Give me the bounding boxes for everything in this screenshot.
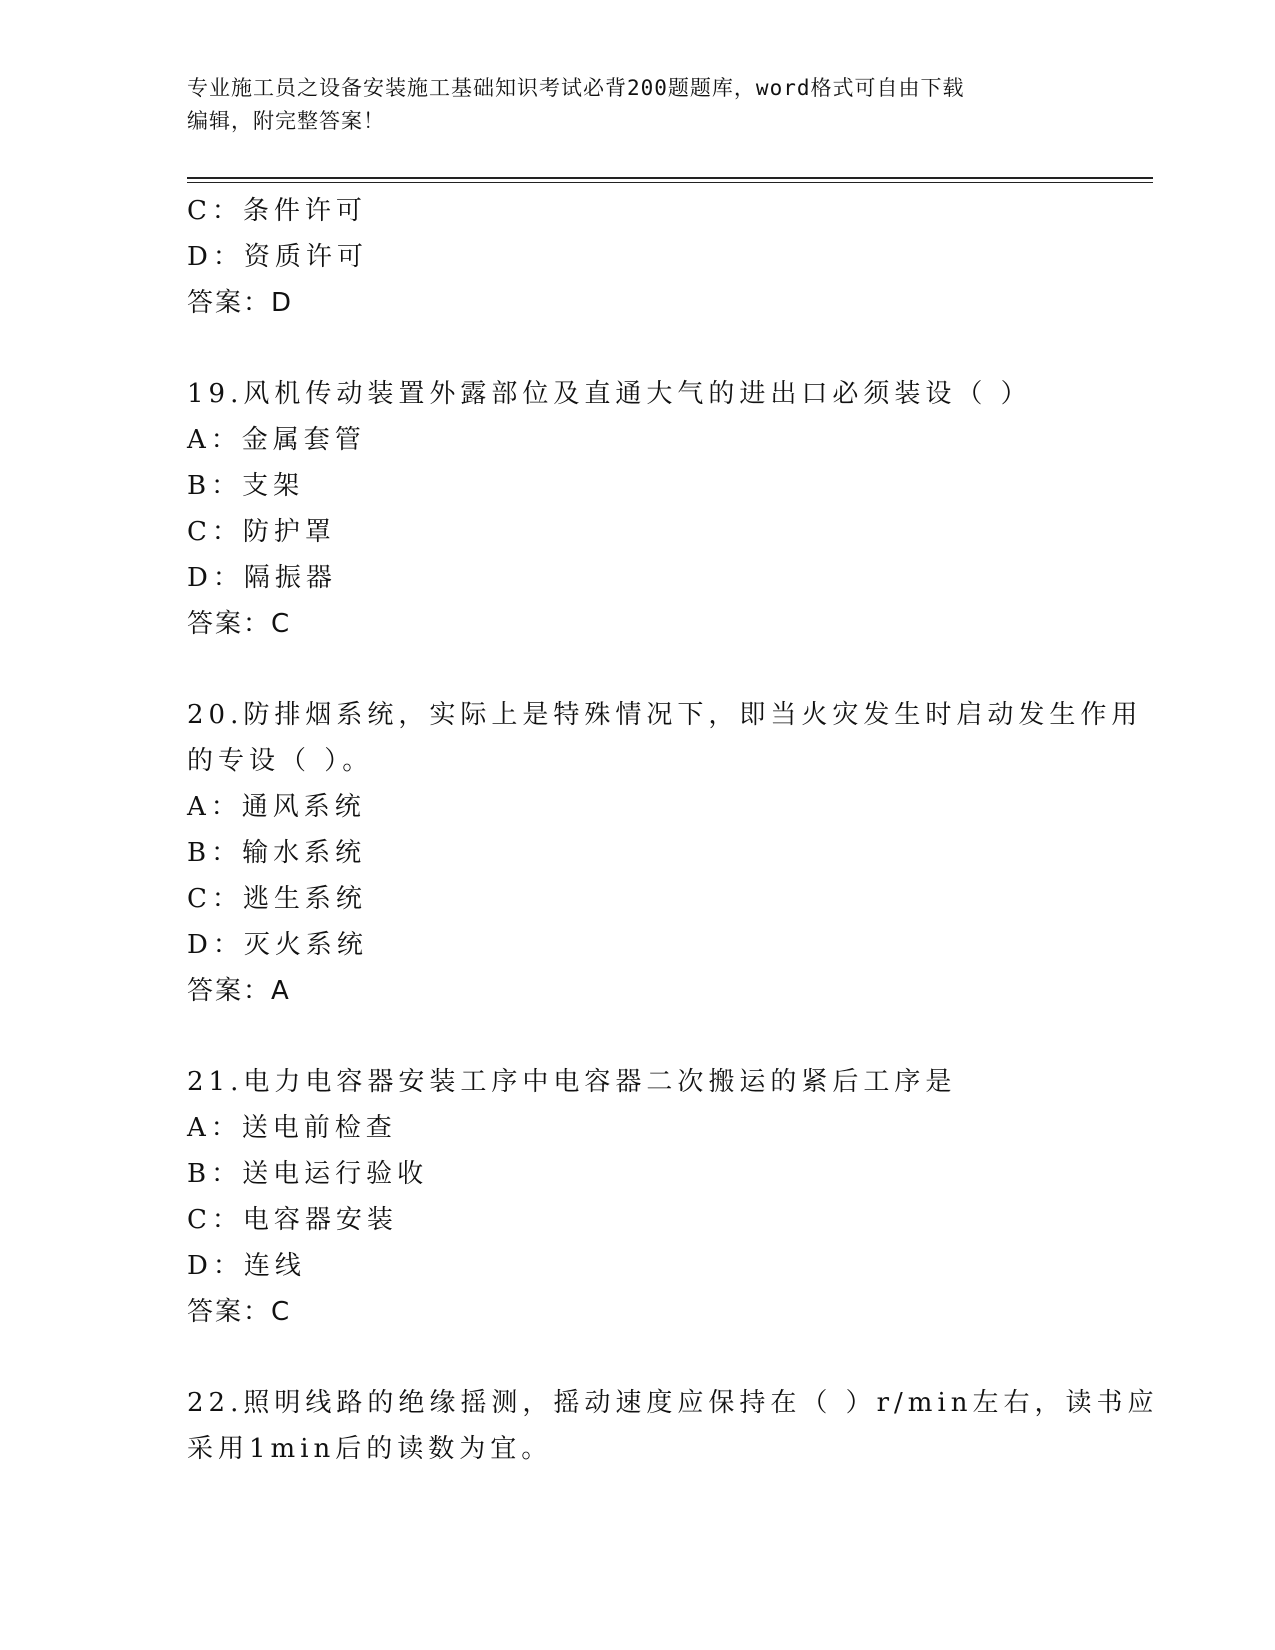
header-line-1: 专业施工员之设备安装施工基础知识考试必背200题题库，word格式可自由下载 xyxy=(187,76,965,100)
header-divider-thick xyxy=(187,177,1153,179)
continued-question xyxy=(187,188,1087,326)
option-c: C：防护罩 xyxy=(187,517,336,547)
header-divider-thin xyxy=(187,182,1153,183)
question-stem: 19.风机传动装置外露部位及直通大气的进出口必须装设（ ） xyxy=(187,379,1032,409)
option-b: B：送电运行验收 xyxy=(187,1159,429,1189)
document-header xyxy=(187,72,1087,138)
question-20 xyxy=(187,692,1143,1014)
answer-line: 答案：C xyxy=(187,609,292,639)
question-stem-line-1: 22.照明线路的绝缘摇测，摇动速度应保持在（ ）r/min左右，读书应 xyxy=(187,1388,1159,1418)
spacer xyxy=(187,326,1087,371)
option-d: D：资质许可 xyxy=(187,242,368,272)
option-a: A：送电前检查 xyxy=(187,1113,397,1143)
question-list xyxy=(187,188,1159,1472)
question-21 xyxy=(187,1059,1087,1335)
question-stem-line-2: 采用1min后的读数为宜。 xyxy=(187,1434,553,1464)
question-22 xyxy=(187,1380,1159,1472)
answer-line: 答案：A xyxy=(187,976,291,1006)
question-stem-line-2: 的专设（ ）。 xyxy=(187,746,374,776)
option-d: D：连线 xyxy=(187,1251,306,1281)
header-line-2: 编辑，附完整答案！ xyxy=(187,109,385,133)
option-d: D：灭火系统 xyxy=(187,930,368,960)
question-stem: 21.电力电容器安装工序中电容器二次搬运的紧后工序是 xyxy=(187,1067,957,1097)
question-stem-line-1: 20.防排烟系统，实际上是特殊情况下，即当火灾发生时启动发生作用 xyxy=(187,700,1143,730)
option-d: D：隔振器 xyxy=(187,563,337,593)
answer-line: 答案：D xyxy=(187,288,294,318)
spacer xyxy=(187,647,1087,692)
spacer xyxy=(187,1335,1087,1380)
answer-line: 答案：C xyxy=(187,1297,292,1327)
question-19 xyxy=(187,371,1087,647)
option-a: A：通风系统 xyxy=(187,792,366,822)
option-b: B：输水系统 xyxy=(187,838,367,868)
option-b: B：支架 xyxy=(187,471,305,501)
option-c: C：电容器安装 xyxy=(187,1205,398,1235)
option-c: C：条件许可 xyxy=(187,196,367,226)
option-c: C：逃生系统 xyxy=(187,884,367,914)
spacer xyxy=(187,1014,1087,1059)
option-a: A：金属套管 xyxy=(187,425,366,455)
